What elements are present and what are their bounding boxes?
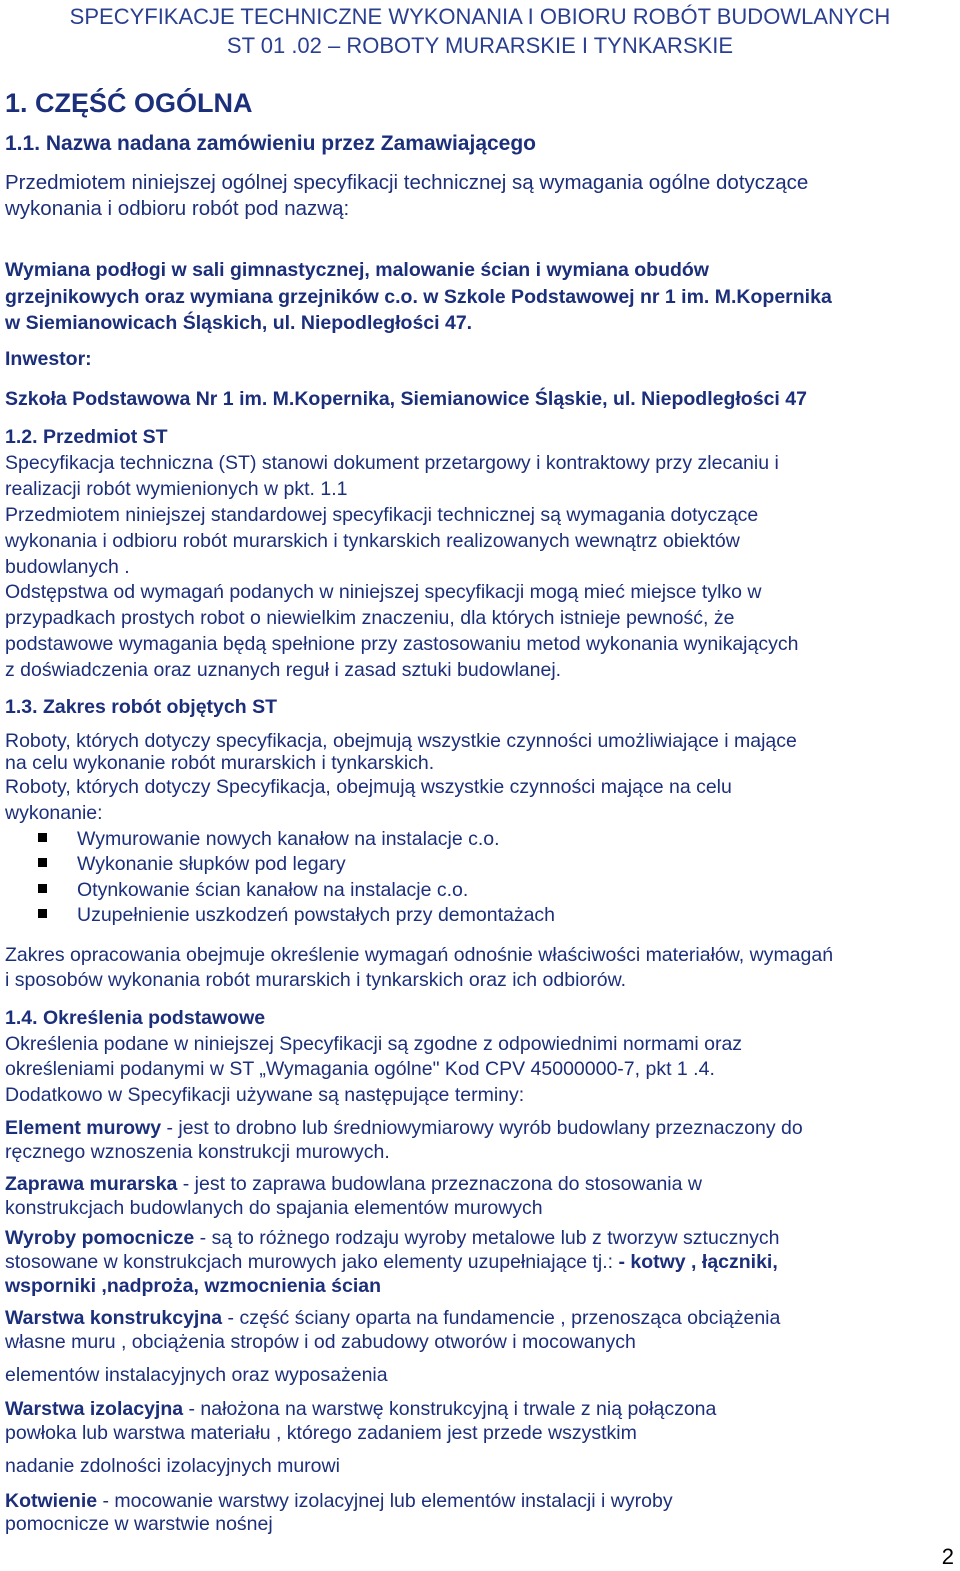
term-warstwa-konstrukcyjna	[5, 1306, 780, 1330]
investor-name: Szkoła Podstawowa Nr 1 im. M.Kopernika, Siemianowice Śląskie, ul. Niepodległości 47	[5, 388, 807, 410]
term-definition-line: powłoka lub warstwa materiału , którego zadaniem jest przede wszystkim	[5, 1422, 637, 1444]
project-name-line: Wymiana podłogi w sali gimnastycznej, malowanie ścian i wymiana obudów	[5, 259, 709, 281]
s14-line: określeniami podanymi w ST „Wymagania ogólne" Kod CPV 45000000-7, pkt 1 .4.	[5, 1058, 715, 1080]
s12-line: Odstępstwa od wymagań podanych w niniejszej specyfikacji mogą mieć miejsce tylko w	[5, 581, 762, 603]
s14-line: Określenia podane w niniejszej Specyfikacji są zgodne z odpowiednimi normami oraz	[5, 1033, 743, 1055]
term-kotwienie	[5, 1489, 673, 1513]
term-label: Element murowy	[5, 1117, 162, 1139]
s12-line: realizacji robót wymienionych w pkt. 1.1	[5, 478, 348, 500]
s14-line: Dodatkowo w Specyfikacji używane są następujące terminy:	[5, 1084, 525, 1106]
s13-scope-line: Zakres opracowania obejmuje określenie wymagań odnośnie właściwości materiałów, wymagań	[5, 944, 834, 966]
s12-line: z doświadczenia oraz uznanych reguł i zasad sztuki budowlanej.	[5, 659, 562, 681]
bullet-marker	[38, 909, 47, 918]
s13-scope-line: i sposobów wykonania robót murarskich i tynkarskich oraz ich odbiorów.	[5, 969, 627, 991]
scope-list-item: Wykonanie słupków pod legary	[77, 853, 346, 875]
term-emphasis: - kotwy , łączniki,	[618, 1251, 778, 1273]
page-number: 2	[941, 1544, 954, 1569]
scope-list-item: Wymurowanie nowych kanałow na instalacje c.o.	[77, 828, 500, 850]
term-definition-line	[5, 1250, 778, 1274]
term-definition: - mocowanie warstwy izolacyjnej lub elementów instalacji i wyroby	[97, 1490, 673, 1512]
project-name-line: grzejnikowych oraz wymiana grzejników c.o. w Szkole Podstawowej nr 1 im. M.Kopernika	[5, 286, 832, 308]
s13-line: na celu wykonanie robót murarskich i tynkarskich.	[5, 752, 435, 774]
s12-line: podstawowe wymagania będą spełnione przy zastosowaniu metod wykonania wynikających	[5, 633, 799, 655]
term-definition: - jest to drobno lub średniowymiarowy wyrób budowlany przeznaczony do	[161, 1117, 803, 1139]
term-definition: stosowane w konstrukcjach murowych jako elementy uzupełniające tj.:	[5, 1251, 619, 1273]
term-label: Wyroby pomocnicze	[5, 1227, 195, 1249]
scope-list-item: Otynkowanie ścian kanałow na instalacje c.o.	[77, 879, 469, 901]
term-definition: - są to różnego rodzaju wyroby metalowe lub z tworzyw sztucznych	[194, 1227, 780, 1249]
term-definition-line: wsporniki ,nadproża, wzmocnienia ścian	[5, 1275, 382, 1297]
bullet-marker	[38, 884, 47, 893]
term-definition-line: elementów instalacyjnych oraz wyposażenia	[5, 1364, 388, 1386]
s12-line: Przedmiotem niniejszej standardowej specyfikacji technicznej są wymagania dotyczące	[5, 504, 759, 526]
subsection-1-1-title: 1.1. Nazwa nadana zamówieniu przez Zamawiającego	[5, 132, 537, 155]
project-name-line: w Siemianowicach Śląskich, ul. Niepodległości 47.	[5, 312, 473, 334]
bullet-marker	[38, 833, 47, 842]
term-element-murowy	[5, 1116, 803, 1140]
bullet-marker	[38, 858, 47, 867]
s11-intro-line: wykonania i odbioru robót pod nazwą:	[5, 197, 350, 220]
term-label: Warstwa konstrukcyjna	[5, 1307, 223, 1329]
term-zaprawa-murarska	[5, 1172, 702, 1196]
term-definition-line: ręcznego wznoszenia konstrukcji murowych.	[5, 1141, 390, 1163]
term-definition: - jest to zaprawa budowlana przeznaczona do stosowania w	[177, 1173, 702, 1195]
s12-line: budowlanych .	[5, 556, 130, 578]
term-definition-line: pomocnicze w warstwie nośnej	[5, 1513, 273, 1535]
term-definition: - część ściany oparta na fundamencie , przenosząca obciążenia	[222, 1307, 781, 1329]
s11-intro-line: Przedmiotem niniejszej ogólnej specyfikacji technicznej są wymagania ogólne dotyczące	[5, 171, 809, 194]
subsection-1-3-title: 1.3. Zakres robót objętych ST	[5, 696, 277, 718]
term-warstwa-izolacyjna	[5, 1397, 716, 1421]
running-header-line-1: SPECYFIKACJE TECHNICZNE WYKONANIA I OBIORU ROBÓT BUDOWLANYCH	[69, 4, 891, 29]
term-definition: - nałożona na warstwę konstrukcyjną i trwale z nią połączona	[183, 1398, 717, 1420]
s13-line: Roboty, których dotyczy specyfikacja, obejmują wszystkie czynności umożliwiające i mające	[5, 730, 797, 752]
running-header-line-2: ST 01 .02 – ROBOTY MURARSKIE I TYNKARSKIE	[226, 33, 734, 58]
s12-line: wykonania i odbioru robót murarskich i tynkarskich realizowanych wewnątrz obiektów	[5, 530, 740, 552]
term-definition-line: własne muru , obciążenia stropów i od zabudowy otworów i mocowanych	[5, 1331, 636, 1353]
term-label: Warstwa izolacyjna	[5, 1398, 184, 1420]
investor-label: Inwestor:	[5, 348, 92, 370]
s12-line: przypadkach prostych robot o niewielkim znaczeniu, dla których istnieje pewność, że	[5, 607, 735, 629]
subsection-1-2-title: 1.2. Przedmiot ST	[5, 426, 168, 448]
section-title: 1. CZĘŚĆ OGÓLNA	[5, 88, 253, 118]
term-definition-line: nadanie zdolności izolacyjnych murowi	[5, 1455, 340, 1477]
term-wyroby-pomocnicze	[5, 1226, 780, 1250]
term-definition-line: konstrukcjach budowlanych do spajania elementów murowych	[5, 1197, 543, 1219]
s13-line: wykonanie:	[5, 802, 103, 824]
s13-line: Roboty, których dotyczy Specyfikacja, obejmują wszystkie czynności mające na celu	[5, 776, 732, 798]
term-label: Kotwienie	[5, 1490, 98, 1512]
scope-list-item: Uzupełnienie uszkodzeń powstałych przy demontażach	[77, 904, 556, 926]
s12-line: Specyfikacja techniczna (ST) stanowi dokument przetargowy i kontraktowy przy zlecaniu i	[5, 452, 779, 474]
subsection-1-4-title: 1.4. Określenia podstawowe	[5, 1007, 266, 1029]
term-label: Zaprawa murarska	[5, 1173, 178, 1195]
